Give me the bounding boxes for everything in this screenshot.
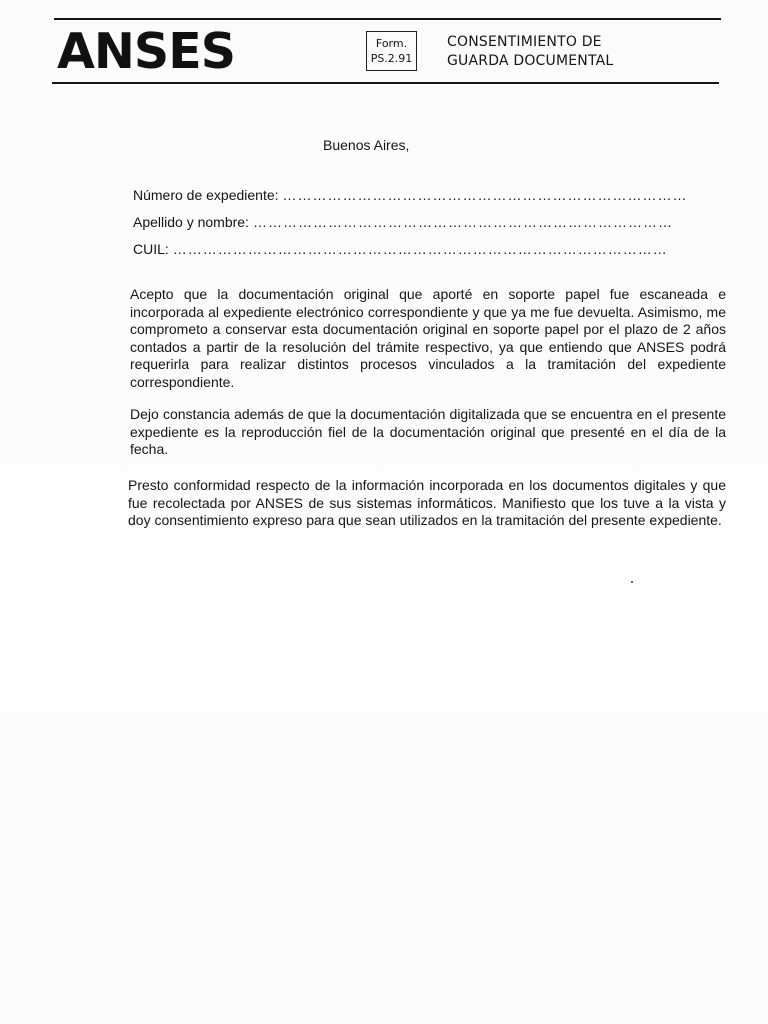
cuil-field [133,240,703,258]
cuil-fill-line: ……………………………………………………………………………………… [172,241,668,257]
form-code-box [366,31,417,71]
expediente-field [133,186,703,204]
apellido-nombre-fill-line: ………………………………………………………………………… [252,214,673,230]
header-top-rule [54,18,721,20]
city-line: Buenos Aires, [323,137,410,153]
apellido-nombre-field [133,213,703,231]
consent-paragraph-2: Dejo constancia además de que la documentación digitalizada que se encuentra en el presente expediente es la reproducción fiel de la documentación original que presenté en el día de la fecha. [130,406,726,457]
expediente-label: Número de expediente: [133,187,279,203]
form-title-line-1: CONSENTIMIENTO DE [447,34,602,50]
cuil-label: CUIL: [133,241,169,257]
anses-logo: ANSES [57,23,235,80]
consent-paragraph-1: Acepto que la documentación original que aporté en soporte papel fue escaneada e incorporada al expediente electrónico correspondiente y que ya me fue devuelta. Asimismo, me comprometo a conservar esta documentación original en soporte papel por el plazo de 2 años contados a partir de la resolución del trámite respectivo, ya que entiendo que ANSES podrá requerirla para realizar distintos procesos vinculados a la tramitación del expediente correspondiente. [130,286,726,390]
consent-paragraph-3: Presto conformidad respecto de la información incorporada en los documentos digitales y que fue recolectada por ANSES de sus sistemas informáticos. Manifiesto que los tuve a la vista y doy consentimiento expreso para que sean utilizados en la tramitación del presente expediente. [128,477,726,528]
header-bottom-rule [52,82,719,84]
form-title-line-2: GUARDA DOCUMENTAL [447,53,614,69]
ink-speck [631,581,633,583]
form-title [447,33,613,71]
apellido-nombre-label: Apellido y nombre: [133,214,249,230]
expediente-fill-line: ……………………………………………………………………… [282,187,688,203]
form-label: Form. [375,37,408,50]
form-code: PS.2.91 [370,52,413,65]
